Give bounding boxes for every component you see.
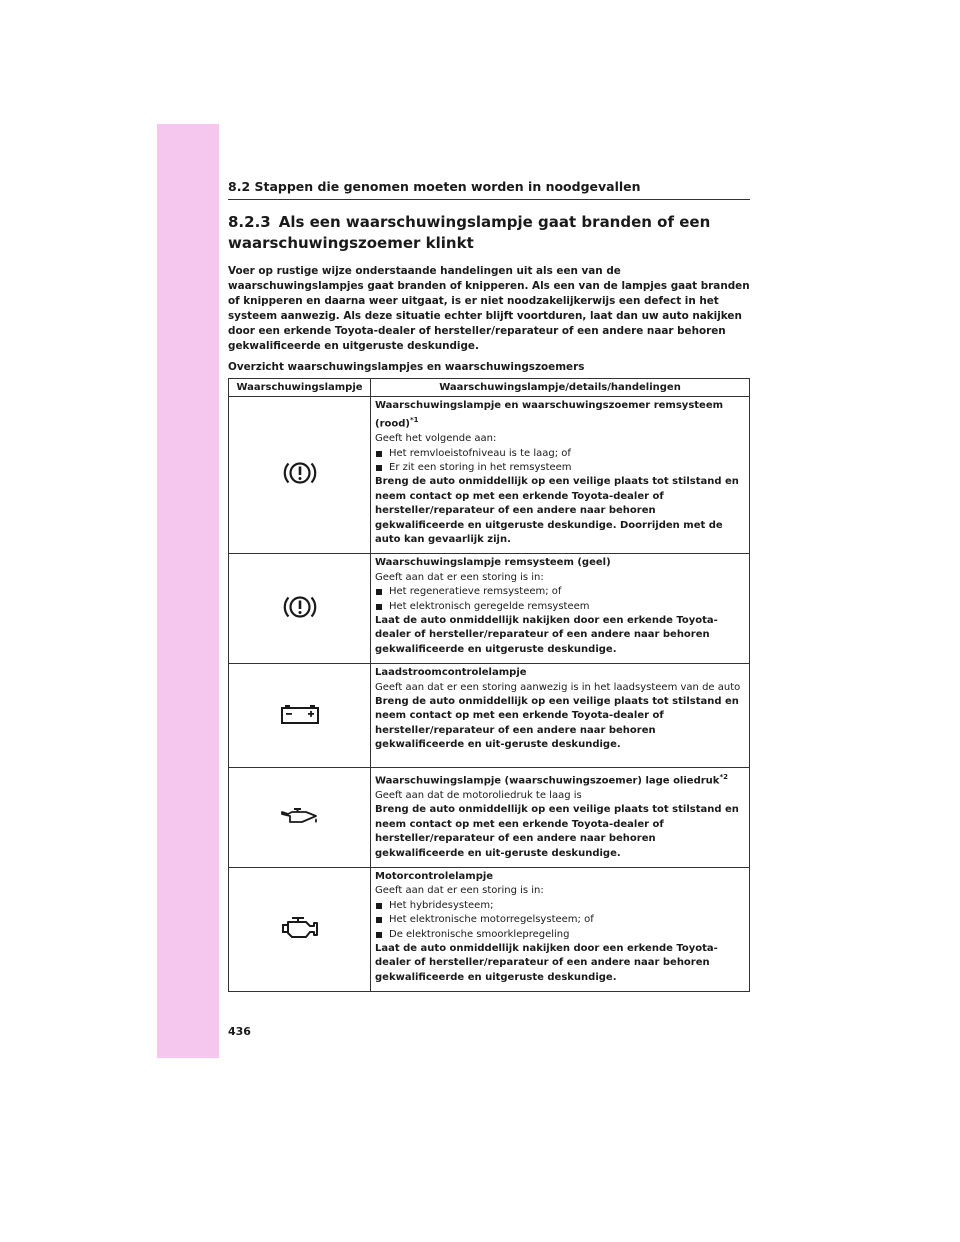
row-title (375, 556, 745, 570)
list-item: Het elektronisch geregelde remsysteem (375, 600, 745, 614)
row-description: Geeft aan dat de motoroliedruk te laag is (375, 789, 582, 801)
section-header: 8.2 Stappen die genomen moeten worden in noodgevallen (228, 179, 750, 200)
row-description: Geeft aan dat er een storing is in: (375, 885, 544, 897)
table-cell-icon (229, 397, 371, 554)
list-item: De elektronische smoorklepregeling (375, 928, 745, 942)
list-item: Het elektronische motorregelsysteem; of (375, 913, 745, 927)
row-action: Laat de auto onmiddellijk nakijken door een erkende Toyota-dealer of hersteller/reparateur of een andere naar behoren gekwalificeerde en uitgeruste deskundige. (375, 615, 718, 655)
row-bullet-list (375, 899, 745, 942)
title-text: Als een waarschuwingslampje gaat branden of een waarschuwingszoemer klinkt (228, 213, 711, 252)
side-color-band (157, 124, 219, 1058)
footnote-ref: *2 (719, 773, 728, 782)
row-title-text: Waarschuwingslampje en waarschuwingszoemer remsysteem (rood) (375, 400, 724, 430)
row-action: Laat de auto onmiddellijk nakijken door een erkende Toyota-dealer of hersteller/reparateur of een andere naar behoren gekwalificeerde en uitgeruste deskundige. (375, 943, 718, 983)
page-number: 436 (228, 1025, 251, 1038)
page-content (228, 212, 750, 992)
battery-icon (280, 703, 320, 725)
table-cell-details (371, 768, 750, 868)
table-cell-icon (229, 554, 371, 664)
table-cell-details (371, 664, 750, 768)
row-bullet-list (375, 585, 745, 614)
table-cell-details (371, 397, 750, 554)
row-title (375, 666, 745, 680)
brake-warning-icon (283, 459, 317, 487)
row-action: Breng de auto onmiddellijk op een veilige plaats tot stilstand en neem contact op met een erkende Toyota-dealer of hersteller/reparateur of een andere naar behoren gekwalificeerde en uitgeruste deskundige. Doorrijden met de auto kan gevaarlijk zijn. (375, 476, 739, 545)
row-description: Geeft aan dat er een storing aanwezig is in het laadsysteem van de auto (375, 681, 741, 693)
overview-title: Overzicht waarschuwingslampjes en waarschuwingszoemers (228, 361, 585, 373)
list-item: Het hybridesysteem; (375, 899, 745, 913)
row-title (375, 399, 745, 432)
row-title-text: Motorcontrolelampje (375, 871, 494, 882)
table-cell-icon (229, 768, 371, 868)
row-title (375, 770, 745, 789)
table-cell-icon (229, 868, 371, 992)
brake-warning-icon (283, 593, 317, 621)
table-row (229, 664, 750, 768)
table-row (229, 397, 750, 554)
table-row (229, 554, 750, 664)
row-title-text: Laadstroomcontrolelampje (375, 667, 527, 679)
row-title (375, 870, 745, 884)
row-description: Geeft het volgende aan: (375, 433, 497, 445)
list-item: Er zit een storing in het remsysteem (375, 461, 745, 475)
warning-table (228, 378, 750, 992)
page-title (228, 212, 750, 254)
list-item: Het regeneratieve remsysteem; of (375, 585, 745, 599)
intro-paragraph: Voer op rustige wijze onderstaande handelingen uit als een van de waarschuwingslampjes gaat branden of knipperen. Als een van de lampjes gaat branden of knipperen en daarna weer uitgaat, is er niet noodzakelijkerwijs een defect in het systeem aanwezig. Als deze situatie echter blijft voortduren, laat dan uw auto nakijken door een erkende Toyota-dealer of hersteller/reparateur of een andere naar behoren gekwalificeerde en uitgeruste deskundige. (228, 265, 750, 352)
table-cell-details (371, 868, 750, 992)
row-title-text: Waarschuwingslampje (waarschuwingszoemer) lage oliedruk (375, 775, 720, 787)
list-item: Het remvloeistofniveau is te laag; of (375, 447, 745, 461)
row-title-text: Waarschuwingslampje remsysteem (geel) (375, 557, 611, 569)
engine-check-icon (280, 914, 320, 942)
table-row (229, 768, 750, 868)
row-description: Geeft aan dat er een storing is in: (375, 571, 544, 583)
row-action: Breng de auto onmiddellijk op een veilige plaats tot stilstand en neem contact op met een erkende Toyota-dealer of hersteller/reparateur of een andere naar behoren gekwalificeerde en uit-geruste deskundige. (375, 804, 739, 859)
row-bullet-list (375, 447, 745, 476)
table-header-details: Waarschuwingslampje/details/handelingen (371, 379, 750, 397)
footnote-ref: *1 (409, 416, 419, 425)
title-number: 8.2.3 (228, 213, 271, 231)
table-header-icon: Waarschuwingslampje (229, 379, 371, 397)
table-cell-icon (229, 664, 371, 768)
oil-pressure-icon (280, 806, 320, 826)
table-cell-details (371, 554, 750, 664)
table-header-row (229, 379, 750, 397)
row-action: Breng de auto onmiddellijk op een veilige plaats tot stilstand en neem contact op met een erkende Toyota-dealer of hersteller/reparateur of een andere naar behoren gekwalificeerde en uit-geruste deskundige. (375, 696, 739, 751)
table-row (229, 868, 750, 992)
